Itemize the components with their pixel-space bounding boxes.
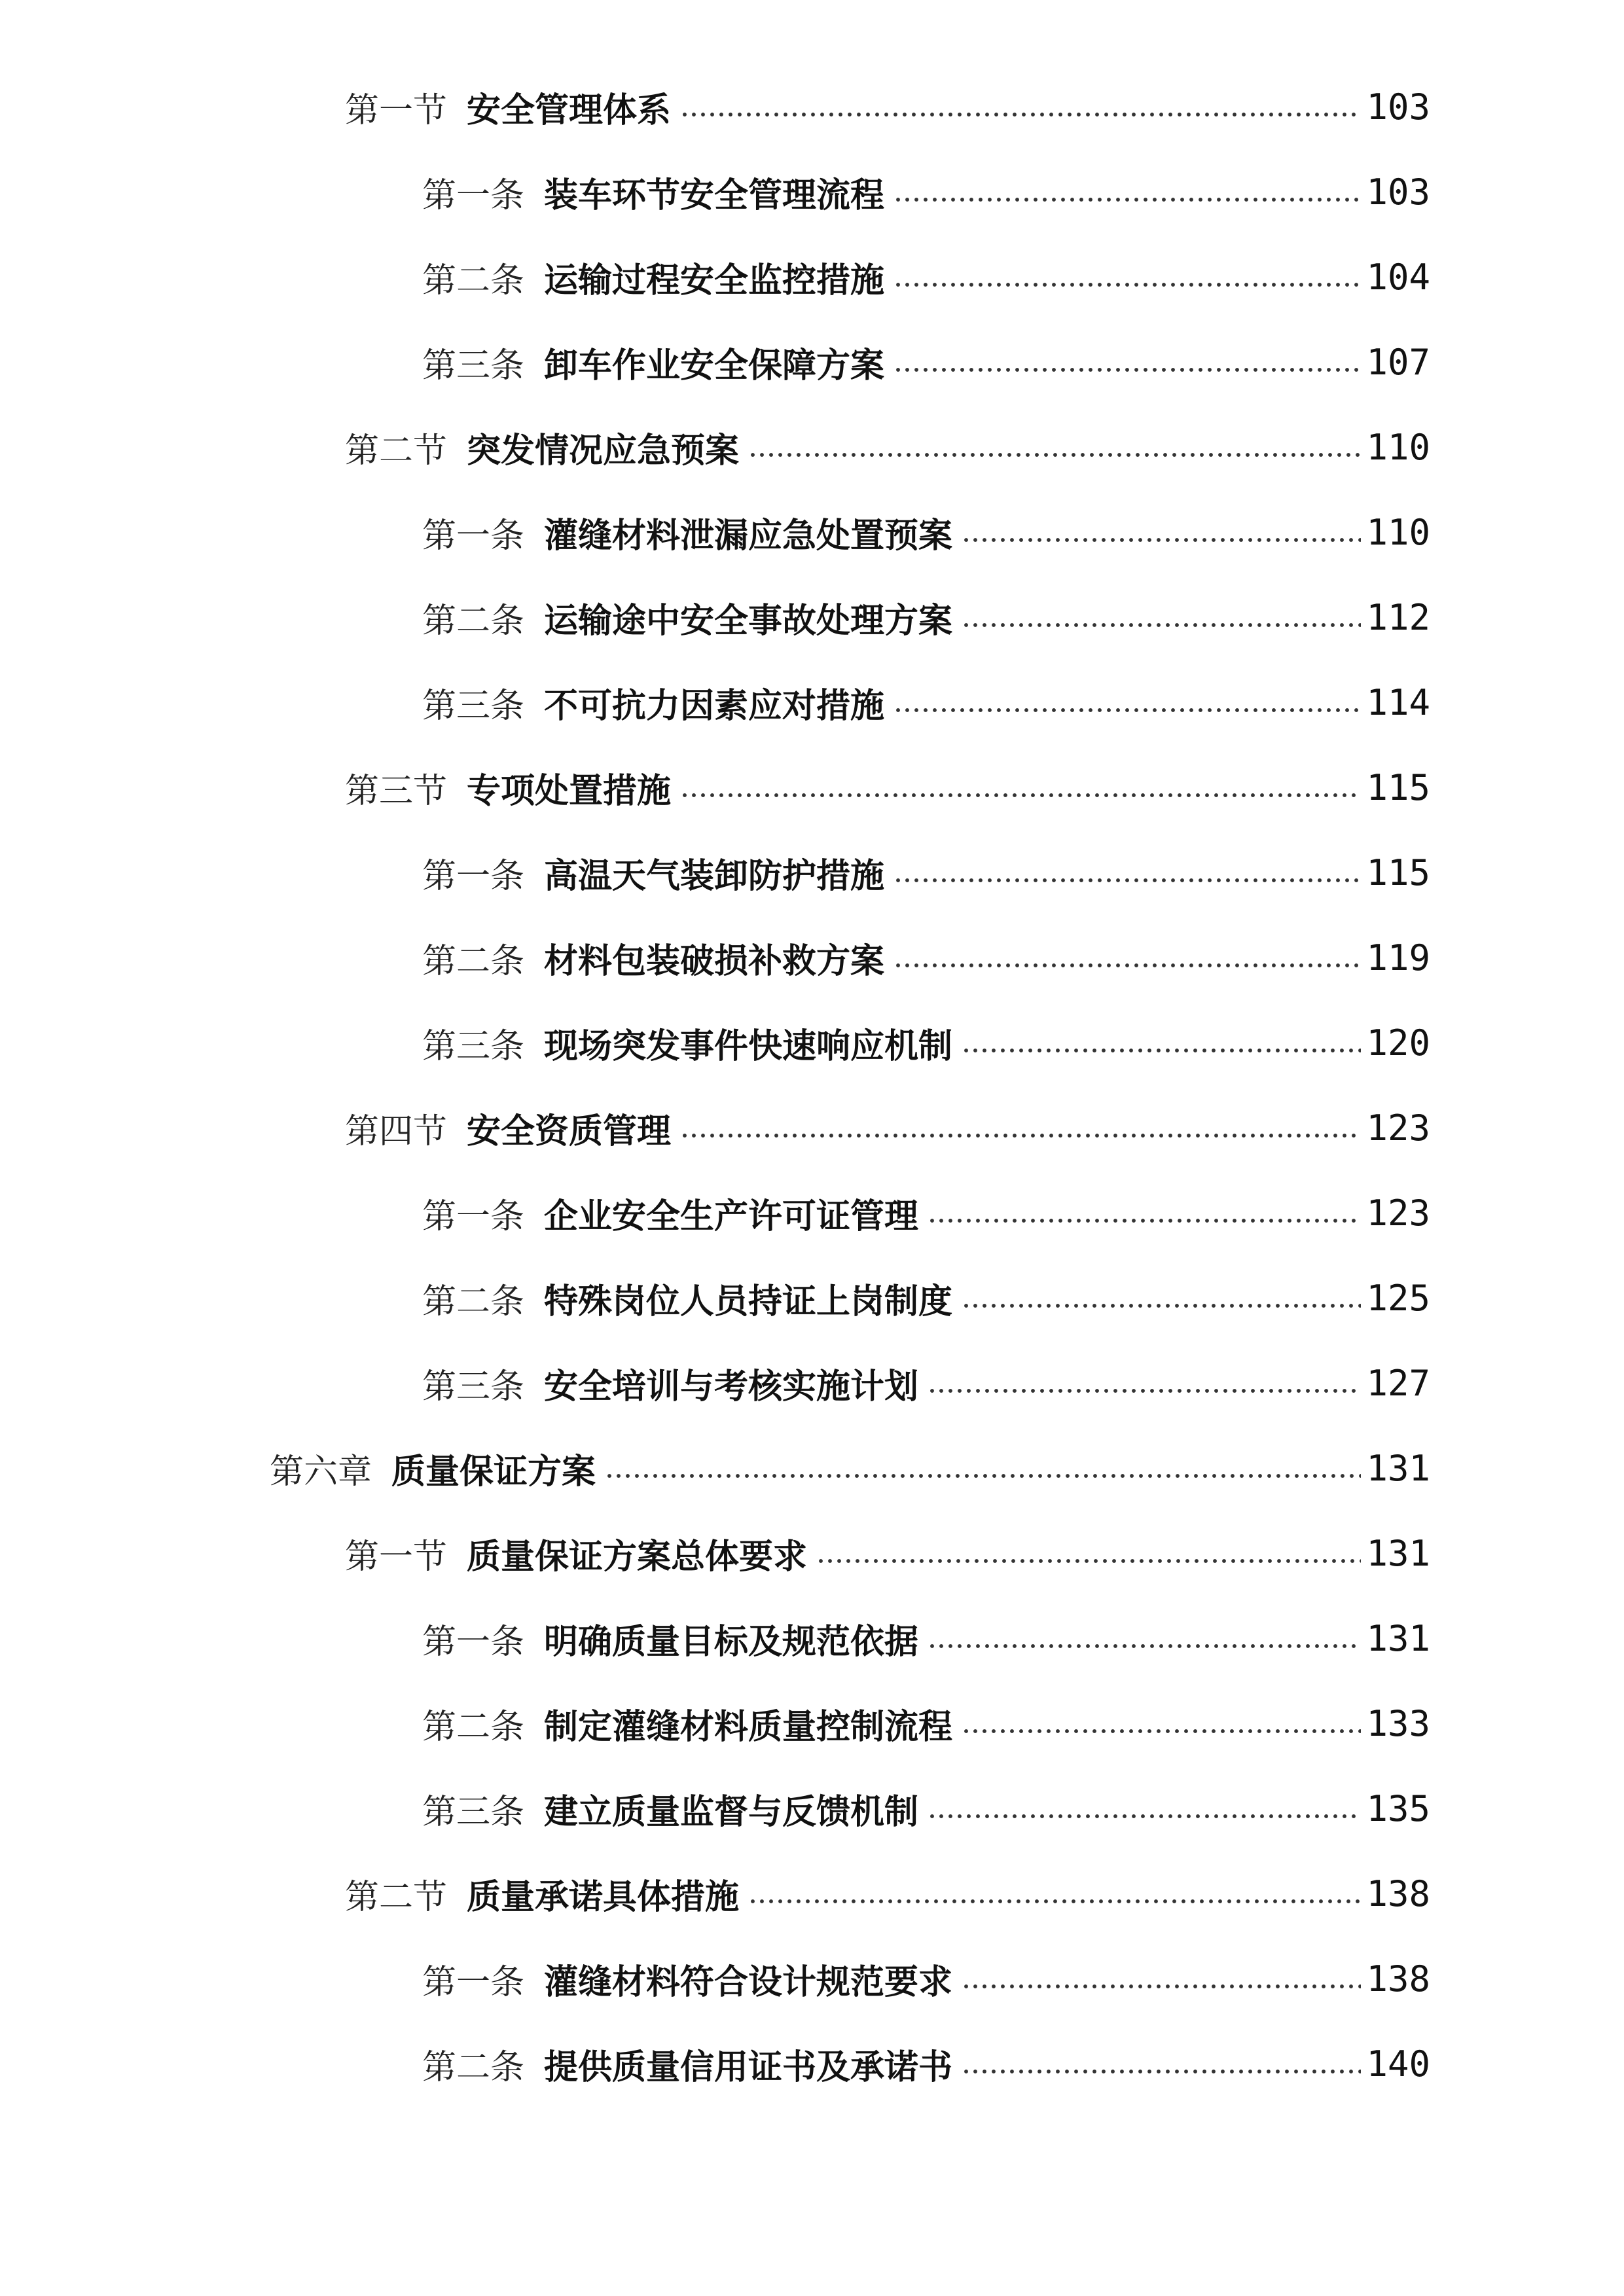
toc-entry-title: 卸车作业安全保障方案: [544, 346, 885, 386]
toc-entry[interactable]: [0, 1000, 1624, 1085]
toc-entry-title: 明确质量目标及规范依据: [544, 1622, 919, 1662]
toc-entry-page-number: 107: [1366, 341, 1430, 383]
toc-entry[interactable]: [0, 1340, 1624, 1426]
toc-entry-number: 第二条: [422, 1282, 525, 1321]
toc-entry-number: 第一节: [345, 90, 448, 130]
toc-entry-number: 第一条: [422, 1622, 525, 1662]
toc-entry-number: 第二条: [422, 941, 525, 981]
toc-entry[interactable]: [0, 1936, 1624, 2021]
dot-leader: [928, 1629, 1361, 1663]
toc-entry-page-number: 110: [1366, 511, 1430, 553]
toc-entry[interactable]: [0, 2021, 1624, 2106]
toc-entry-title: 运输过程安全监控措施: [544, 260, 885, 300]
toc-entry-number: 第二节: [345, 1877, 448, 1917]
toc-entry-number: 第二条: [422, 260, 525, 300]
toc-entry-title: 质量承诺具体措施: [467, 1877, 740, 1917]
toc-entry-number: 第一节: [345, 1537, 448, 1577]
toc-entry[interactable]: [0, 745, 1624, 830]
toc-entry-number: 第三节: [345, 771, 448, 811]
toc-entry-page-number: 119: [1366, 937, 1430, 978]
toc-entry[interactable]: [0, 149, 1624, 234]
toc-entry-number: 第一条: [422, 1196, 525, 1236]
toc-entry-title: 质量保证方案: [391, 1452, 596, 1492]
dot-leader: [928, 1799, 1361, 1833]
toc-entry-number: 第二节: [345, 431, 448, 471]
toc-entry-page-number: 103: [1366, 86, 1430, 128]
toc-entry-page-number: 131: [1366, 1617, 1430, 1659]
toc-entry-page-number: 114: [1366, 681, 1430, 723]
toc-entry-title: 材料包装破损补救方案: [544, 941, 885, 981]
toc-entry-title: 质量保证方案总体要求: [467, 1537, 808, 1577]
toc-entry-number: 第三条: [422, 1792, 525, 1832]
toc-entry-title: 灌缝材料泄漏应急处置预案: [544, 516, 953, 556]
toc-entry[interactable]: [0, 1426, 1624, 1511]
toc-entry[interactable]: [0, 404, 1624, 490]
toc-entry[interactable]: [0, 234, 1624, 319]
toc-entry[interactable]: [0, 660, 1624, 745]
toc-entry-page-number: 127: [1366, 1362, 1430, 1404]
toc-entry-title: 现场突发事件快速响应机制: [544, 1026, 953, 1066]
toc-entry-number: 第三条: [422, 686, 525, 726]
dot-leader: [928, 1374, 1361, 1408]
toc-entry[interactable]: [0, 1255, 1624, 1340]
toc-entry-number: 第一条: [422, 175, 525, 215]
toc-entry-title: 安全管理体系: [467, 90, 672, 130]
toc-entry-page-number: 110: [1366, 426, 1430, 468]
toc-entry-number: 第三条: [422, 1026, 525, 1066]
toc-entry-page-number: 123: [1366, 1192, 1430, 1234]
toc-entry-title: 建立质量监督与反馈机制: [544, 1792, 919, 1832]
dot-leader: [962, 1289, 1361, 1323]
toc-entry-page-number: 125: [1366, 1277, 1430, 1319]
toc-entry[interactable]: [0, 490, 1624, 575]
toc-entry-title: 灌缝材料符合设计规范要求: [544, 1962, 953, 2002]
dot-leader: [962, 2054, 1361, 2089]
toc-entry-page-number: 123: [1366, 1107, 1430, 1149]
toc-entry-page-number: 133: [1366, 1702, 1430, 1744]
toc-entry[interactable]: [0, 830, 1624, 915]
dot-leader: [962, 1969, 1361, 2003]
dot-leader: [893, 183, 1361, 217]
dot-leader: [680, 1119, 1361, 1153]
toc-entry-page-number: 115: [1366, 766, 1430, 808]
toc-entry[interactable]: [0, 1766, 1624, 1851]
toc-entry-title: 专项处置措施: [467, 771, 672, 811]
toc-entry-page-number: 131: [1366, 1532, 1430, 1574]
toc-entry-title: 安全培训与考核实施计划: [544, 1367, 919, 1407]
toc-entry-number: 第一条: [422, 856, 525, 896]
toc-entry-page-number: 140: [1366, 2043, 1430, 2085]
dot-leader: [680, 778, 1361, 812]
toc-entry-title: 提供质量信用证书及承诺书: [544, 2047, 953, 2087]
toc-entry-title: 安全资质管理: [467, 1111, 672, 1151]
dot-leader: [748, 1884, 1361, 1918]
dot-leader: [928, 1204, 1361, 1238]
toc-entry-page-number: 120: [1366, 1022, 1430, 1064]
dot-leader: [893, 693, 1361, 727]
toc-entry-title: 制定灌缝材料质量控制流程: [544, 1707, 953, 1747]
toc-entry-title: 高温天气装卸防护措施: [544, 856, 885, 896]
toc-entry-page-number: 112: [1366, 596, 1430, 638]
toc-entry-number: 第二条: [422, 601, 525, 641]
dot-leader: [962, 1033, 1361, 1067]
toc-entry[interactable]: [0, 915, 1624, 1000]
dot-leader: [893, 863, 1361, 897]
toc-entry-number: 第二条: [422, 1707, 525, 1747]
toc-entry-title: 企业安全生产许可证管理: [544, 1196, 919, 1236]
toc-entry-number: 第四节: [345, 1111, 448, 1151]
toc-entry[interactable]: [0, 1851, 1624, 1936]
toc-entry-page-number: 138: [1366, 1958, 1430, 2000]
toc-entry-page-number: 138: [1366, 1873, 1430, 1914]
toc-entry[interactable]: [0, 1170, 1624, 1255]
toc-entry-page-number: 135: [1366, 1787, 1430, 1829]
toc-entry-title: 运输途中安全事故处理方案: [544, 601, 953, 641]
dot-leader: [893, 948, 1361, 982]
toc-entry[interactable]: [0, 1596, 1624, 1681]
toc-entry-number: 第六章: [270, 1452, 372, 1492]
toc-entry-number: 第一条: [422, 1962, 525, 2002]
toc-entry-title: 不可抗力因素应对措施: [544, 686, 885, 726]
toc-entry-number: 第三条: [422, 346, 525, 386]
toc-entry-page-number: 131: [1366, 1447, 1430, 1489]
toc-entry-page-number: 115: [1366, 852, 1430, 893]
toc-entry-title: 特殊岗位人员持证上岗制度: [544, 1282, 953, 1321]
toc-entry-number: 第一条: [422, 516, 525, 556]
toc-entry[interactable]: [0, 319, 1624, 404]
dot-leader: [680, 98, 1361, 132]
toc-entry[interactable]: [0, 1681, 1624, 1766]
dot-leader: [893, 268, 1361, 302]
dot-leader: [962, 608, 1361, 642]
toc-entry-number: 第二条: [422, 2047, 525, 2087]
dot-leader: [962, 1714, 1361, 1748]
toc-entry[interactable]: [0, 1085, 1624, 1170]
table-of-contents: [0, 64, 1624, 2106]
toc-entry-page-number: 104: [1366, 256, 1430, 298]
toc-entry[interactable]: [0, 1511, 1624, 1596]
dot-leader: [962, 523, 1361, 557]
toc-entry-title: 突发情况应急预案: [467, 431, 740, 471]
dot-leader: [816, 1544, 1361, 1578]
toc-entry-title: 装车环节安全管理流程: [544, 175, 885, 215]
toc-entry[interactable]: [0, 575, 1624, 660]
toc-entry-page-number: 103: [1366, 171, 1430, 213]
dot-leader: [748, 438, 1361, 472]
dot-leader: [893, 353, 1361, 387]
dot-leader: [605, 1459, 1361, 1493]
toc-entry[interactable]: [0, 64, 1624, 149]
toc-entry-number: 第三条: [422, 1367, 525, 1407]
